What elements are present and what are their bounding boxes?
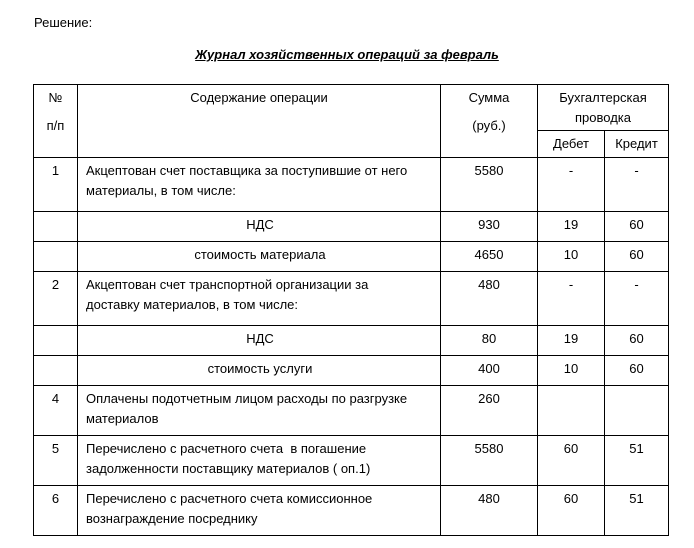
table-row [34, 212, 669, 242]
row-credit: 60 [605, 242, 669, 272]
header-content [78, 85, 441, 158]
row-description-line1: Акцептован счет транспортной организации за [86, 277, 369, 292]
row-debit: 19 [538, 212, 605, 242]
row-debit: 60 [538, 486, 605, 536]
row-description-line2: вознаграждение посреднику [86, 511, 258, 526]
header-debit: Дебет [538, 130, 605, 157]
row-num: 5 [34, 436, 78, 486]
row-debit: 19 [538, 326, 605, 356]
table-row [34, 272, 669, 326]
header-sum-line1: Сумма [468, 90, 510, 105]
row-credit: - [605, 158, 669, 212]
row-debit: 10 [538, 356, 605, 386]
row-sum: 260 [441, 386, 538, 436]
row-description-line1: НДС [246, 217, 274, 232]
table-row [34, 486, 669, 536]
row-description-line2: материалы, в том числе: [86, 183, 236, 198]
header-sum [441, 85, 538, 158]
row-description [78, 486, 441, 536]
header-content-label: Содержание операции [190, 90, 328, 105]
row-description [78, 386, 441, 436]
row-sum: 5580 [441, 158, 538, 212]
row-description-line1: Оплачены подотчетным лицом расходы по разгрузке [86, 391, 408, 406]
row-sum: 930 [441, 212, 538, 242]
header-num-line2: п/п [46, 118, 65, 133]
row-num [34, 212, 78, 242]
header-sum-line2: (руб.) [472, 118, 506, 133]
row-description-line2: задолженности поставщику материалов ( оп.1) [86, 461, 371, 476]
row-credit: 51 [605, 436, 669, 486]
row-debit: - [538, 158, 605, 212]
table-row [34, 158, 669, 212]
table-row [34, 242, 669, 272]
row-description [78, 326, 441, 356]
row-debit [538, 386, 605, 436]
row-description-line1: стоимость материала [194, 247, 326, 262]
row-num: 4 [34, 386, 78, 436]
row-sum: 480 [441, 486, 538, 536]
row-credit [605, 386, 669, 436]
row-credit: 60 [605, 326, 669, 356]
operations-journal-table [33, 84, 669, 536]
row-num [34, 242, 78, 272]
row-sum: 5580 [441, 436, 538, 486]
row-num: 6 [34, 486, 78, 536]
row-credit: 60 [605, 356, 669, 386]
header-credit: Кредит [605, 130, 669, 157]
row-num [34, 326, 78, 356]
header-num-line1: № [48, 90, 63, 105]
header-num [34, 85, 78, 158]
row-sum: 4650 [441, 242, 538, 272]
table-row [34, 326, 669, 356]
row-description [78, 272, 441, 326]
table-row [34, 356, 669, 386]
row-debit: 60 [538, 436, 605, 486]
row-sum: 400 [441, 356, 538, 386]
row-description-line1: стоимость услуги [207, 361, 313, 376]
row-description-line1: Акцептован счет поставщика за поступившие от него [86, 163, 408, 178]
row-credit: - [605, 272, 669, 326]
row-description [78, 436, 441, 486]
header-posting [538, 85, 669, 131]
row-description [78, 242, 441, 272]
row-description [78, 212, 441, 242]
table-row [34, 436, 669, 486]
page-title: Журнал хозяйственных операций за февраль [195, 47, 499, 62]
row-description-line2: доставку материалов, в том числе: [86, 297, 299, 312]
solution-label: Решение: [34, 15, 93, 30]
row-description [78, 356, 441, 386]
row-description-line2: материалов [86, 411, 159, 426]
row-description [78, 158, 441, 212]
row-debit: 10 [538, 242, 605, 272]
row-num: 1 [34, 158, 78, 212]
row-sum: 80 [441, 326, 538, 356]
table-row [34, 386, 669, 436]
row-num: 2 [34, 272, 78, 326]
row-description-line1: НДС [246, 331, 274, 346]
row-credit: 60 [605, 212, 669, 242]
row-description-line1: Перечислено с расчетного счета в погашение [86, 441, 367, 456]
row-debit: - [538, 272, 605, 326]
row-sum: 480 [441, 272, 538, 326]
row-credit: 51 [605, 486, 669, 536]
header-posting-line2: проводка [575, 110, 631, 125]
header-posting-line1: Бухгалтерская [559, 90, 647, 105]
row-description-line1: Перечислено с расчетного счета комиссионное [86, 491, 373, 506]
row-num [34, 356, 78, 386]
